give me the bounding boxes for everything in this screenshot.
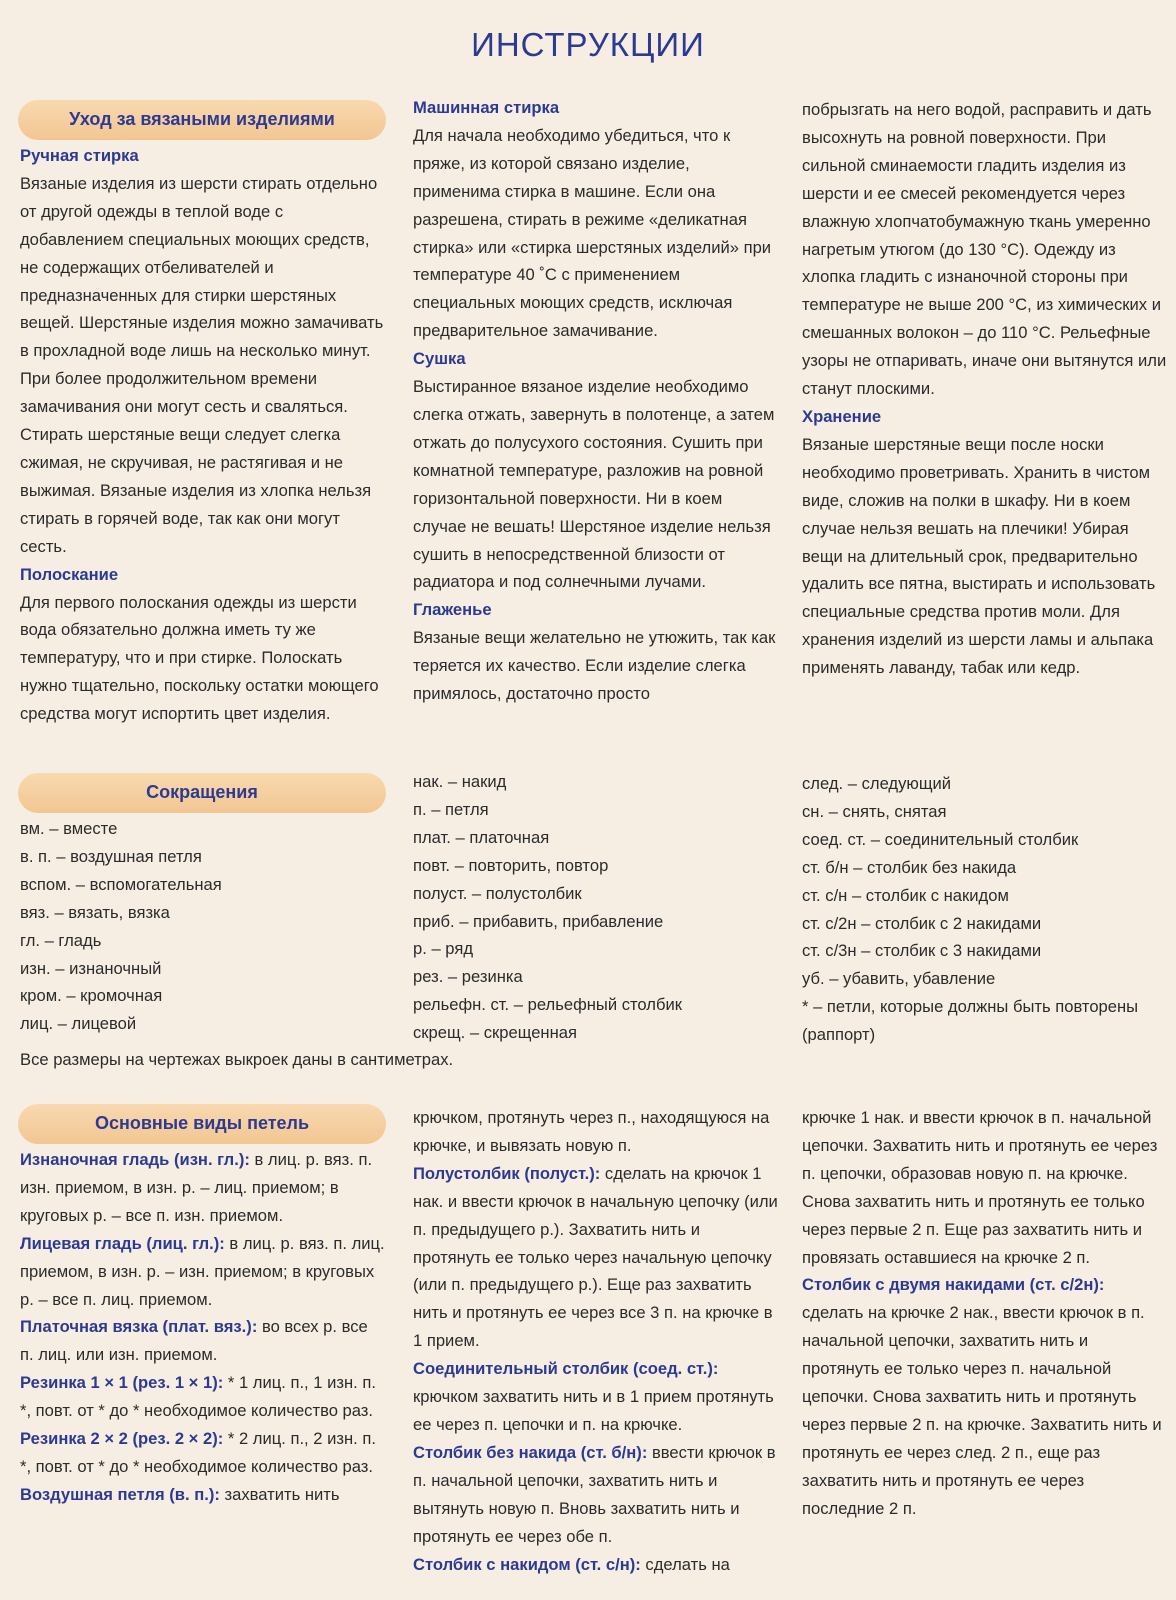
drying-heading: Сушка (413, 349, 466, 369)
stitches-column-2 (413, 1104, 778, 1578)
abbrev-item: след. – следующий (802, 774, 952, 793)
stitch-half-dc: Полустолбик (полуст.): сделать на крючок 1 нак. и ввести крючок в начальную цепочку (или п. предыдущего р.). Захватить нить и протянуть ее только через начальную цепочку (или п. предыдущего р.). Еще раз захватить нить и протянуть ее через все 3 п. на крючке в 1 прием. (413, 1163, 778, 1351)
abbrev-column-1 (20, 773, 385, 1038)
care-column-2 (413, 94, 778, 708)
storage-text: Вязаные шерстяные вещи после носки необходимо проветривать. Хранить в чистом виде, сложив на полки в шкафу. Ни в коем случае нельзя вешать на плечики! Убирая вещи на длительный срок, предварительно удалить все пятна, выстирать и использовать специальные средства против моли. Для хранения изделий из шерсти ламы и альпака применять лаванду, табак или кедр. (802, 434, 1156, 678)
abbrev-item: рельефн. ст. – рельефный столбик (413, 995, 682, 1015)
storage-heading: Хранение (802, 406, 882, 426)
stitch-chain: Воздушная петля (в. п.): захватить нить (20, 1484, 340, 1504)
stitches-section-header: Основные виды петель (18, 1104, 386, 1144)
stitch-knit: Лицевая гладь (лиц. гл.): в лиц. р. вяз. п. лиц. приемом, в изн. р. – изн. приемом; в круговых р. – все п. лиц. приемом. (20, 1233, 385, 1309)
hand-wash-heading: Ручная стирка (20, 146, 139, 165)
abbrev-item: скрещ. – скрещенная (413, 1023, 577, 1043)
abbrev-column-3 (802, 770, 1167, 1049)
stitch-slip: Соединительный столбик (соед. ст.): крючком захватить нить и в 1 прием протянуть ее через п. цепочки и п. на крючке. (413, 1359, 774, 1434)
abbrev-item: ст. с/3н – столбик с 3 накидами (802, 941, 1042, 961)
abbrev-item: ст. с/н – столбик с накидом (802, 885, 1009, 905)
abbrev-item: ст. с/2н – столбик с 2 накидами (802, 913, 1042, 933)
stitches-column-1 (20, 1104, 385, 1509)
abbrev-item: вм. – вместе (20, 819, 118, 838)
stitch-sc: Столбик без накида (ст. б/н): ввести крючок в п. начальной цепочки, захватить нить и вытянуть новую п. Вновь захватить нить и протянуть ее через обе п. (413, 1442, 776, 1546)
abbrev-item: гл. – гладь (20, 930, 102, 950)
rinse-heading: Полоскание (20, 564, 119, 584)
abbrev-item: рез. – резинка (413, 967, 523, 987)
stitch-purl: Изнаночная гладь (изн. гл.): в лиц. р. вяз. п. изн. приемом, в изн. р. – лиц. приемом; в круговых р. – все п. изн. приемом. (20, 1150, 373, 1225)
hand-wash-text: Вязаные изделия из шерсти стирать отдельно от другой одежды в теплой воде с добавлением специальных моющих средств, не содержащих отбеливателей и предназначенных для стирки шерстяных вещей. Шерстяные изделия можно замачивать в прохладной воде лишь на несколько минут. При более продолжительном времени замачивания они могут сесть и свалятьcя. Стирать шерстяные вещи следует слегка сжимая, не скручивая, не растягивая и не выжимая. Вязаные изделия из хлопка нельзя стирать в горячей воде, так как они могут сесть. (20, 173, 384, 556)
drying-text: Выстиранное вязаное изделие необходимо слегка отжать, завернуть в полотенце, а затем отжать до полусухого состояния. Сушить при комнатной температуре, разложив на ровной горизонтальной поверхности. Ни в коем случае не вешать! Шерстяное изделие нельзя сушить в непосредственной близости от радиатора и под солнечными лучами. (413, 377, 775, 592)
care-column-3 (802, 96, 1167, 682)
abbrev-item: плат. – платочная (413, 827, 550, 847)
abbrev-item: вспом. – вспомогательная (20, 874, 222, 894)
machine-wash-text: Для начала необходимо убедиться, что к пряже, из которой связано изделие, применима стирка в машине. Если она разрешена, стирать в режиме «деликатная стирка» или «стирка шерстяных изделий» при температуре 40 ˚С с применением специальных моющих средств, исключая предварительное замачивание. (413, 125, 772, 341)
stitch-rib-1x1: Резинка 1 × 1 (рез. 1 × 1): * 1 лиц. п., 1 изн. п. *, повт. от * до * необходимое количество раз. (20, 1373, 376, 1421)
abbrev-item: соед. ст. – соединительный столбик (802, 829, 1079, 849)
abbrev-item: приб. – прибавить, прибавление (413, 911, 664, 931)
abbrev-item: кром. – кромочная (20, 986, 163, 1006)
abbrev-item: * – петли, которые должны быть повторены (802, 997, 1139, 1017)
abbrev-item: уб. – убавить, убавление (802, 969, 996, 989)
ironing-text: Вязаные вещи желательно не утюжить, так как теряется их качество. Если изделие слегка примялось, достаточно просто (413, 628, 776, 704)
machine-wash-heading: Машинная стирка (413, 98, 560, 117)
page-title: ИНСТРУКЦИИ (471, 26, 705, 63)
care-column-1 (20, 100, 385, 728)
care-section-header: Уход за вязаными изделиями (18, 100, 386, 140)
stitches-column-3 (802, 1104, 1167, 1523)
abbrev-column-2 (413, 768, 778, 1047)
ironing-heading: Глаженье (413, 600, 492, 620)
stitch-garter: Платочная вязка (плат. вяз.): во всех р. все п. лиц. или изн. приемом. (20, 1317, 368, 1365)
abbrev-item: изн. – изнаночный (20, 958, 162, 978)
abbrev-item: сн. – снять, снятая (802, 801, 947, 821)
abbrev-item: в. п. – воздушная петля (20, 846, 202, 866)
units-note: Все размеры на чертежах выкроек даны в сантиметрах. (20, 1050, 454, 1069)
abbrev-item: лиц. – лицевой (20, 1014, 137, 1034)
abbrev-item: п. – петля (413, 799, 489, 819)
abbrev-item: р. – ряд (413, 939, 473, 959)
abbrev-section-header: Сокращения (18, 773, 386, 813)
stitch-chain-continued: крючком, протянуть через п., находящуюся на крючке, и вывязать новую п. (413, 1108, 770, 1155)
rinse-text: Для первого полоскания одежды из шерсти вода обязательно должна иметь ту же температуру, что и при стирке. Полоскать нужно тщательно, поскольку остатки моющего средства могут испортить цвет изделия. (20, 592, 379, 724)
abbrev-item: нак. – накид (413, 772, 507, 791)
abbrev-item: повт. – повторить, повтор (413, 855, 609, 875)
abbrev-item: полуст. – полустолбик (413, 883, 582, 903)
stitch-dc: Столбик с накидом (ст. с/н): сделать на (413, 1554, 730, 1574)
stitch-dc-continued: крючке 1 нак. и ввести крючок в п. начальной цепочки. Захватить нить и протянуть ее через п. цепочки, образовав новую п. на крючке. Снова захватить нить и протянуть ее только через первые 2 п. Еще раз захватить нить и провязать оставшиеся на крючке 2 п. (802, 1108, 1158, 1267)
abbrev-item: ст. б/н – столбик без накида (802, 857, 1017, 877)
stitch-rib-2x2: Резинка 2 × 2 (рез. 2 × 2): * 2 лиц. п., 2 изн. п. *, повт. от * до * необходимое количество раз. (20, 1429, 376, 1476)
abbrev-item: вяз. – вязать, вязка (20, 902, 170, 922)
ironing-text-continued: побрызгать на него водой, расправить и дать высохнуть на ровной поверхности. При сильной сминаемости гладить изделия из шерсти и ее смесей рекомендуется через влажную хлопчатобумажную ткань умеренно нагретым утюгом (до 130 °С). Одежду из хлопка гладить с изнаночной стороны при температуре не выше 200 °С, из химических и смешанных волокон – до 110 °С. Рельефные узоры не отпаривать, иначе они вытянутся или станут плоскими. (802, 100, 1167, 399)
abbrev-item: (раппорт) (802, 1025, 876, 1045)
stitch-tr: Столбик с двумя накидами (ст. с/2н): сделать на крючке 2 нак., ввести крючок в п. начальной цепочки, захватить нить и протянуть ее только через п. начальной цепочки. Снова захватить нить и протянуть через первые 2 п. на крючке. Захватить нить и протянуть ее через след. 2 п., еще раз захватить нить и протянуть ее через последние 2 п. (802, 1275, 1162, 1518)
